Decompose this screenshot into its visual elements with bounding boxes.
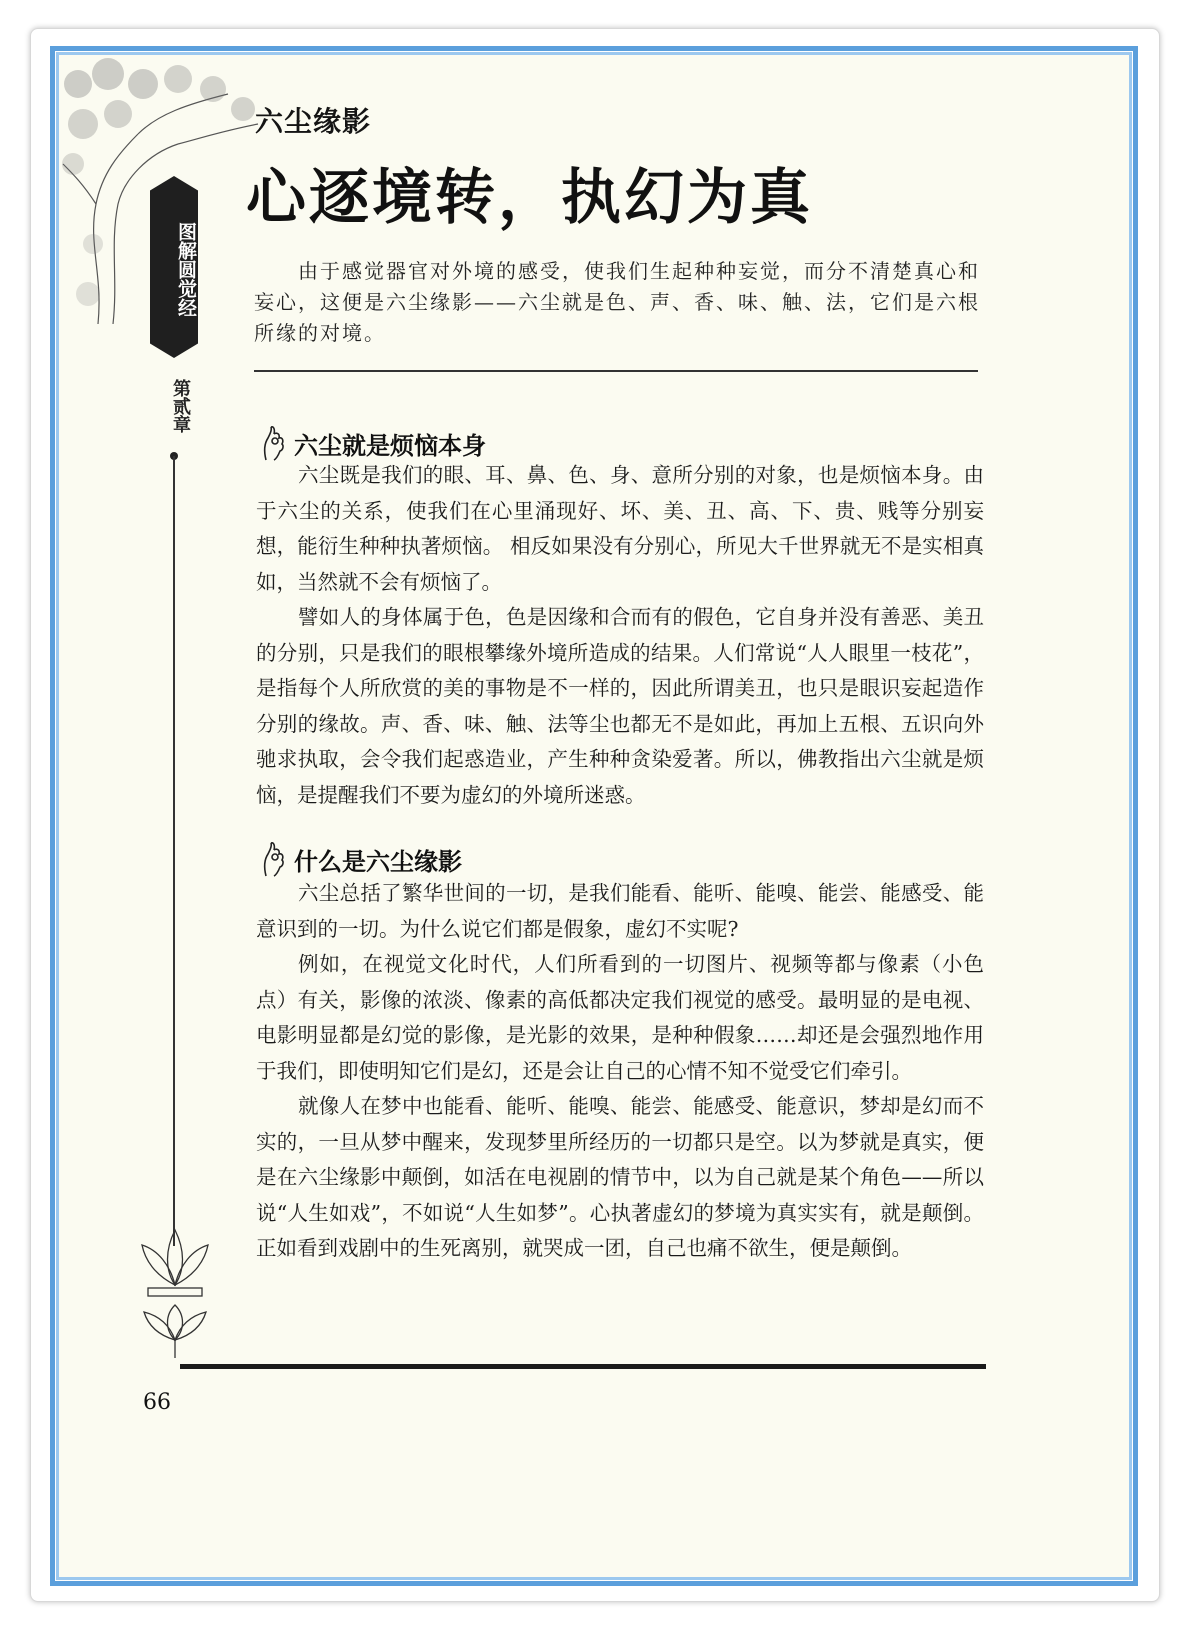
- chapter-label: 第贰章: [170, 379, 191, 433]
- section-heading-text: 六尘就是烦恼本身: [294, 431, 486, 460]
- mudra-hand-icon: [258, 840, 290, 878]
- section-body: [256, 458, 984, 813]
- page-number: 66: [143, 1390, 171, 1415]
- page-title: 心逐境转，执幻为真: [246, 163, 813, 233]
- paragraph: 例如，在视觉文化时代，人们所看到的一切图片、视频等都与像素（小色点）有关，影像的浓淡、像素的高低都决定我们视觉的感受。最明显的是电视、电影明显都是幻觉的影像，是光影的效果，是种种假象……却还是会强烈地作用于我们，即使明知它们是幻，还是会让自己的心情不知不觉受它们牵引。: [256, 952, 984, 1083]
- sidebar-book-title: 图解圆觉经: [175, 221, 197, 317]
- section-heading: [258, 840, 462, 878]
- section-heading: [258, 424, 486, 462]
- section-heading-text: 什么是六尘缘影: [294, 847, 462, 876]
- paragraph: 六尘既是我们的眼、耳、鼻、色、身、意所分别的对象，也是烦恼本身。由于六尘的关系，使我们在心里涌现好、坏、美、丑、高、下、贵、贱等分别妄想，能衍生种种执著烦恼。 相反如果没有分别心，所见大千世界就无不是实相真如，当然就不会有烦恼了。: [256, 463, 984, 594]
- paragraph: 六尘总括了繁华世间的一切，是我们能看、能听、能嗅、能尝、能感受、能意识到的一切。为什么说它们都是假象，虚幻不实呢?: [256, 881, 984, 941]
- sidebar-line: [173, 456, 175, 1246]
- intro-divider: [254, 370, 978, 372]
- paragraph: 就像人在梦中也能看、能听、能嗅、能尝、能感受、能意识，梦却是幻而不实的，一旦从梦中醒来，发现梦里所经历的一切都只是空。以为梦就是真实，便是在六尘缘影中颠倒，如活在电视剧的情节中，以为自己就是某个角色——所以说“人生如戏”，不如说“人生如梦”。心执著虚幻的梦境为真实实有，就是颠倒。正如看到戏剧中的生死离别，就哭成一团，自己也痛不欲生，便是颠倒。: [256, 1094, 984, 1260]
- footer-rule: [180, 1364, 986, 1369]
- lotus-ornament: [130, 1220, 220, 1360]
- intro-paragraph: 由于感觉器官对外境的感受，使我们生起种种妄觉，而分不清楚真心和妄心，这便是六尘缘影——六尘就是色、声、香、味、触、法，它们是六根所缘的对境。: [254, 259, 980, 345]
- paragraph: 譬如人的身体属于色，色是因缘和合而有的假色，它自身并没有善恶、美丑的分别，只是我们的眼根攀缘外境所造成的结果。人们常说“人人眼里一枝花”，是指每个人所欣赏的美的事物是不一样的，因此所谓美丑，也只是眼识妄起造作分别的缘故。声、香、味、触、法等尘也都无不是如此，再加上五根、五识向外驰求执取，会令我们起惑造业，产生种种贪染爱著。所以，佛教指出六尘就是烦恼，是提醒我们不要为虚幻的外境所迷惑。: [256, 605, 984, 807]
- section-kicker: 六尘缘影: [255, 105, 372, 138]
- section-body: [256, 876, 984, 1267]
- mudra-hand-icon: [258, 424, 290, 462]
